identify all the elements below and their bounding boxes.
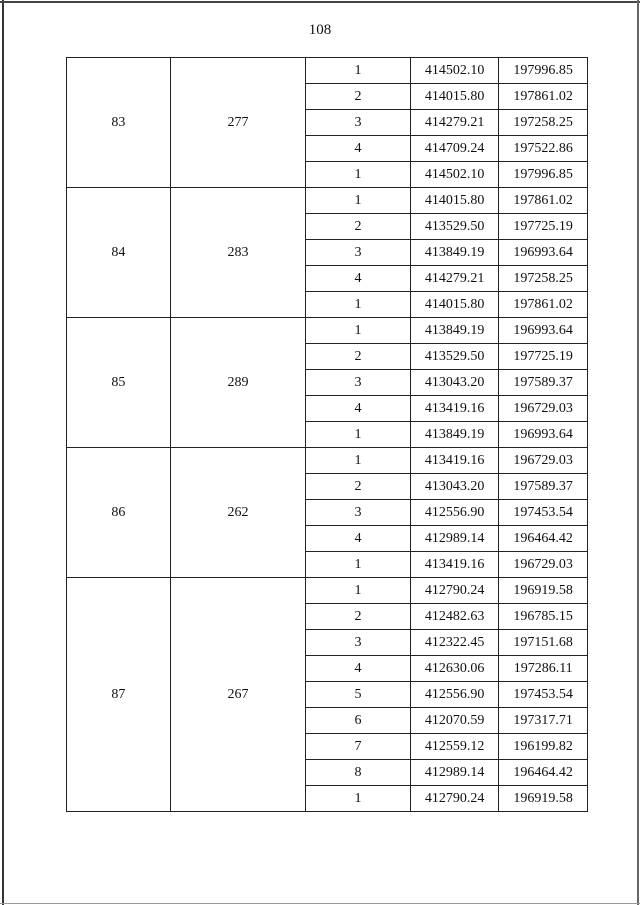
x-coordinate-cell: 413419.16 xyxy=(410,448,499,474)
table-row xyxy=(67,448,588,474)
plot-number-cell: 87 xyxy=(67,578,171,812)
x-coordinate-cell: 414709.24 xyxy=(410,136,499,162)
x-coordinate-cell: 414015.80 xyxy=(410,84,499,110)
y-coordinate-cell: 196464.42 xyxy=(499,760,588,786)
y-coordinate-cell: 197996.85 xyxy=(499,162,588,188)
scan-top-edge xyxy=(0,1,640,3)
point-number-cell: 1 xyxy=(306,292,411,318)
y-coordinate-cell: 196464.42 xyxy=(499,526,588,552)
point-number-cell: 5 xyxy=(306,682,411,708)
point-number-cell: 2 xyxy=(306,344,411,370)
y-coordinate-cell: 197725.19 xyxy=(499,344,588,370)
y-coordinate-cell: 197317.71 xyxy=(499,708,588,734)
page-number: 108 xyxy=(308,22,332,38)
plot-number-cell: 85 xyxy=(67,318,171,448)
x-coordinate-cell: 412482.63 xyxy=(410,604,499,630)
x-coordinate-cell: 414279.21 xyxy=(410,266,499,292)
x-coordinate-cell: 413419.16 xyxy=(410,552,499,578)
plot-area-cell: 267 xyxy=(170,578,305,812)
table-row xyxy=(67,188,588,214)
x-coordinate-cell: 412630.06 xyxy=(410,656,499,682)
y-coordinate-cell: 197996.85 xyxy=(499,58,588,84)
x-coordinate-cell: 412556.90 xyxy=(410,682,499,708)
y-coordinate-cell: 196919.58 xyxy=(499,578,588,604)
x-coordinate-cell: 414279.21 xyxy=(410,110,499,136)
y-coordinate-cell: 197589.37 xyxy=(499,370,588,396)
y-coordinate-cell: 196199.82 xyxy=(499,734,588,760)
x-coordinate-cell: 412556.90 xyxy=(410,500,499,526)
point-number-cell: 2 xyxy=(306,604,411,630)
y-coordinate-cell: 197522.86 xyxy=(499,136,588,162)
table-row xyxy=(67,318,588,344)
scan-left-edge xyxy=(2,0,4,905)
y-coordinate-cell: 197453.54 xyxy=(499,500,588,526)
x-coordinate-cell: 412989.14 xyxy=(410,526,499,552)
point-number-cell: 4 xyxy=(306,396,411,422)
point-number-cell: 3 xyxy=(306,240,411,266)
x-coordinate-cell: 412790.24 xyxy=(410,786,499,812)
point-number-cell: 1 xyxy=(306,318,411,344)
x-coordinate-cell: 414502.10 xyxy=(410,58,499,84)
point-number-cell: 7 xyxy=(306,734,411,760)
plot-area-cell: 289 xyxy=(170,318,305,448)
x-coordinate-cell: 413529.50 xyxy=(410,344,499,370)
table-row xyxy=(67,578,588,604)
y-coordinate-cell: 197725.19 xyxy=(499,214,588,240)
x-coordinate-cell: 413529.50 xyxy=(410,214,499,240)
y-coordinate-cell: 196993.64 xyxy=(499,422,588,448)
x-coordinate-cell: 414502.10 xyxy=(410,162,499,188)
scan-bottom-edge xyxy=(0,903,640,904)
point-number-cell: 1 xyxy=(306,552,411,578)
y-coordinate-cell: 197286.11 xyxy=(499,656,588,682)
y-coordinate-cell: 196993.64 xyxy=(499,318,588,344)
point-number-cell: 1 xyxy=(306,578,411,604)
y-coordinate-cell: 197589.37 xyxy=(499,474,588,500)
point-number-cell: 8 xyxy=(306,760,411,786)
point-number-cell: 2 xyxy=(306,84,411,110)
x-coordinate-cell: 413849.19 xyxy=(410,240,499,266)
point-number-cell: 4 xyxy=(306,526,411,552)
x-coordinate-cell: 413849.19 xyxy=(410,422,499,448)
x-coordinate-cell: 412070.59 xyxy=(410,708,499,734)
plot-area-cell: 283 xyxy=(170,188,305,318)
x-coordinate-cell: 413043.20 xyxy=(410,474,499,500)
x-coordinate-cell: 412559.12 xyxy=(410,734,499,760)
x-coordinate-cell: 413043.20 xyxy=(410,370,499,396)
point-number-cell: 1 xyxy=(306,448,411,474)
coordinates-table xyxy=(66,57,588,812)
point-number-cell: 3 xyxy=(306,630,411,656)
point-number-cell: 2 xyxy=(306,214,411,240)
point-number-cell: 6 xyxy=(306,708,411,734)
y-coordinate-cell: 196919.58 xyxy=(499,786,588,812)
y-coordinate-cell: 197151.68 xyxy=(499,630,588,656)
plot-area-cell: 277 xyxy=(170,58,305,188)
scan-right-edge xyxy=(637,0,639,905)
y-coordinate-cell: 197258.25 xyxy=(499,110,588,136)
y-coordinate-cell: 197453.54 xyxy=(499,682,588,708)
point-number-cell: 1 xyxy=(306,422,411,448)
y-coordinate-cell: 197861.02 xyxy=(499,188,588,214)
point-number-cell: 3 xyxy=(306,110,411,136)
y-coordinate-cell: 196729.03 xyxy=(499,448,588,474)
coordinates-table-body xyxy=(67,58,588,812)
point-number-cell: 3 xyxy=(306,500,411,526)
y-coordinate-cell: 197861.02 xyxy=(499,84,588,110)
plot-number-cell: 84 xyxy=(67,188,171,318)
y-coordinate-cell: 197258.25 xyxy=(499,266,588,292)
y-coordinate-cell: 196729.03 xyxy=(499,396,588,422)
y-coordinate-cell: 196785.15 xyxy=(499,604,588,630)
plot-number-cell: 86 xyxy=(67,448,171,578)
point-number-cell: 1 xyxy=(306,786,411,812)
x-coordinate-cell: 414015.80 xyxy=(410,292,499,318)
point-number-cell: 2 xyxy=(306,474,411,500)
point-number-cell: 4 xyxy=(306,136,411,162)
point-number-cell: 3 xyxy=(306,370,411,396)
x-coordinate-cell: 412790.24 xyxy=(410,578,499,604)
y-coordinate-cell: 196993.64 xyxy=(499,240,588,266)
x-coordinate-cell: 414015.80 xyxy=(410,188,499,214)
table-row xyxy=(67,58,588,84)
point-number-cell: 4 xyxy=(306,266,411,292)
point-number-cell: 1 xyxy=(306,58,411,84)
point-number-cell: 1 xyxy=(306,188,411,214)
y-coordinate-cell: 196729.03 xyxy=(499,552,588,578)
x-coordinate-cell: 412989.14 xyxy=(410,760,499,786)
y-coordinate-cell: 197861.02 xyxy=(499,292,588,318)
plot-number-cell: 83 xyxy=(67,58,171,188)
x-coordinate-cell: 413419.16 xyxy=(410,396,499,422)
x-coordinate-cell: 413849.19 xyxy=(410,318,499,344)
point-number-cell: 4 xyxy=(306,656,411,682)
point-number-cell: 1 xyxy=(306,162,411,188)
plot-area-cell: 262 xyxy=(170,448,305,578)
x-coordinate-cell: 412322.45 xyxy=(410,630,499,656)
